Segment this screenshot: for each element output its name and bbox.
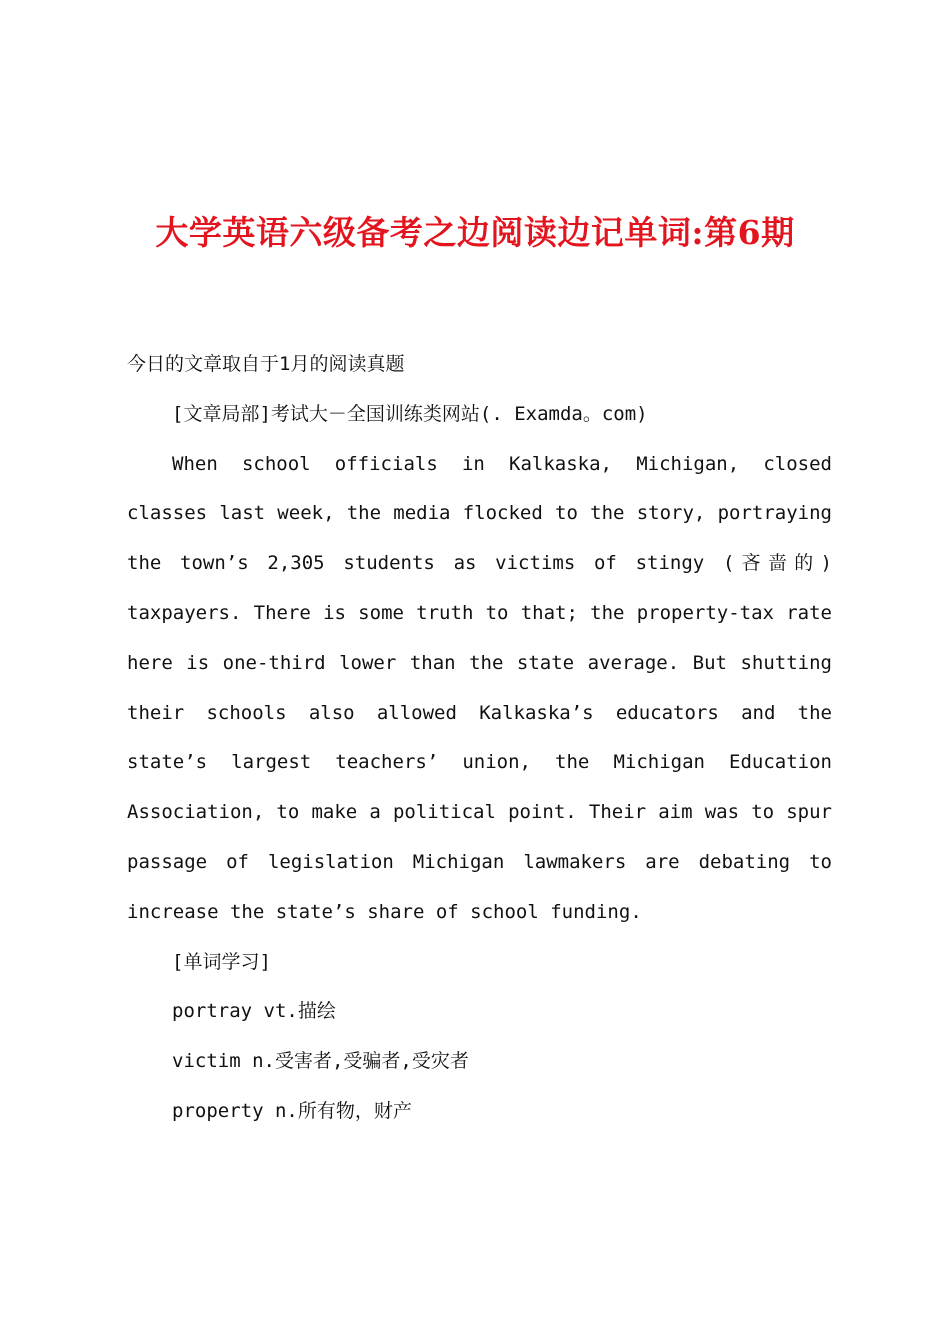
reading-passage: When school officials in Kalkaska, Michigan, closed classes last week, the media flocked to the story, portraying the town’s 2,305 students as victims of stingy (吝啬的) taxpayers. There is some truth to that; the property-tax rate here is one-third lower than the state average. But shutting their schools also allowed Kalkaska’s educators and the state’s largest teachers’ union, the Michigan Education Association, to make a political point. Their aim was to spur passage of legislation Michigan lawmakers are debating to increase the state’s share of school funding. — [127, 452, 832, 923]
vocab-item-property: property n.所有物，财产 — [172, 1099, 412, 1122]
document-body — [127, 340, 832, 1137]
source-line: [文章局部]考试大－全国训练类网站(. Examda。com) — [172, 402, 648, 425]
vocab-heading: [单词学习] — [172, 950, 271, 973]
intro-line: 今日的文章取自于1月的阅读真题 — [127, 353, 405, 375]
vocab-item-portray: portray vt.描绘 — [172, 1000, 336, 1023]
vocab-item-victim: victim n.受害者,受骗者,受灾者 — [172, 1050, 469, 1073]
document-title: 大学英语六级备考之边阅读边记单词:第6期 — [155, 213, 795, 252]
